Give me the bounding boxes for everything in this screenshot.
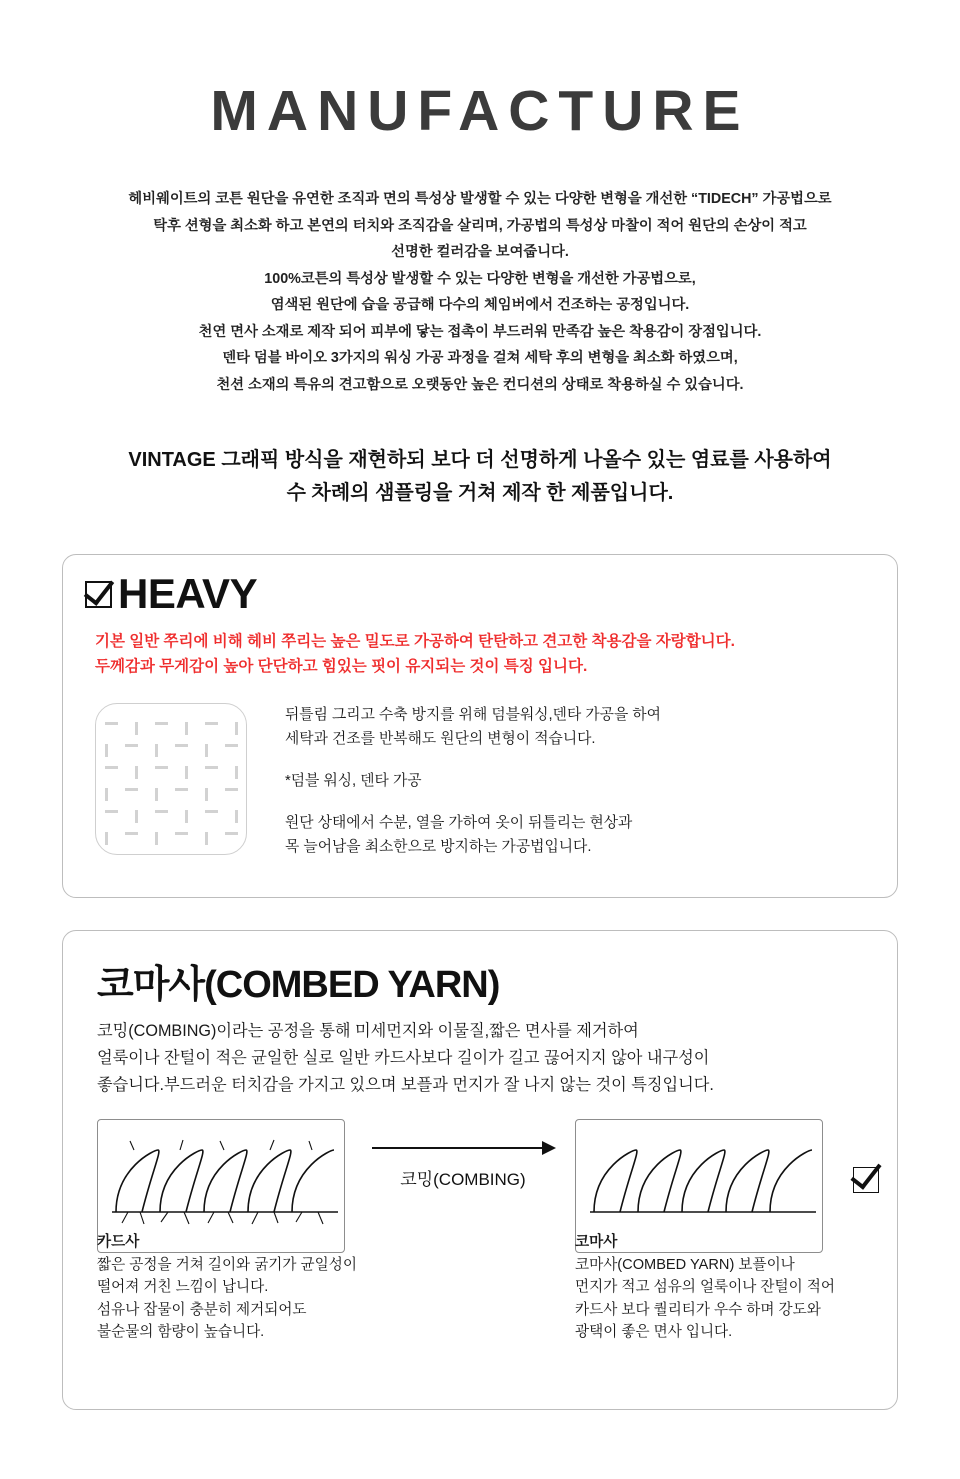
intro-line-5: 염색된 원단에 습을 공급해 다수의 체임버에서 건조하는 공정입니다.: [270, 297, 690, 313]
heavy-description: [285, 703, 661, 859]
intro-line-2: 탁후 션형을 최소화 하고 본연의 터치와 조직감을 살리며, 가공법의 특성상 마찰이 적어 원단의 손상이 적고: [153, 217, 807, 234]
check-icon: [85, 581, 112, 608]
heavy-description-block-3: [285, 811, 661, 859]
heavy-desc-3-line-2: 목 늘어남을 최소한으로 방지하는 가공법입니다.: [285, 839, 592, 855]
arrow-right-icon: [372, 1147, 554, 1149]
combed-caption-line-2: 먼지가 적고 섬유의 얼룩이나 잔털이 적어: [575, 1279, 835, 1295]
combed-yarn-caption: [575, 1231, 905, 1344]
carded-caption-line-4: 불순물의 함량이 높습니다.: [97, 1324, 265, 1340]
combed-caption-line-3: 카드사 보다 퀄리티가 우수 하며 강도와: [575, 1301, 821, 1318]
combed-desc-line-2: 얼룩이나 잔털이 적은 균일한 실로 일반 카드사보다 길이가 길고 끊어지지 않아 내구성이: [97, 1049, 710, 1067]
combed-desc-line-1: 코밍(COMBING)이라는 공정을 통해 미세먼지와 이물질,짧은 면사를 제거하여: [97, 1022, 639, 1040]
heavy-red-line-2: 두께감과 무게감이 높아 단단하고 힘있는 핏이 유지되는 것이 특징 입니다.: [95, 658, 588, 675]
intro-line-1: 헤비웨이트의 코튼 원단을 유연한 조직과 면의 특성상 발생할 수 있는 다양한 변형을 개선한 “TIDECH” 가공법으로: [128, 191, 832, 207]
intro-line-8: 천션 소재의 특유의 견고함으로 오랫동안 높은 컨디션의 상태로 착용하실 수 있습니다.: [216, 376, 744, 393]
intro-line-6: 천연 면사 소재로 제작 되어 피부에 닿는 접촉이 부드러워 만족감 높은 착용감이 장점입니다.: [198, 323, 762, 340]
intro-line-3: 선명한 컬러감을 보여줍니다.: [391, 244, 569, 260]
highlight-line-2: 수 차례의 샘플링을 거쳐 제작 한 제품입니다.: [286, 482, 674, 504]
heavy-section-card: [62, 554, 898, 898]
combed-caption-line-4: 광택이 좋은 면사 입니다.: [575, 1324, 733, 1340]
carded-caption-line-3: 섬유나 잡물이 충분히 제거되어도: [97, 1301, 307, 1318]
heavy-description-block-2: *덤블 워싱, 덴타 가공: [285, 773, 422, 789]
combed-description: [97, 1018, 897, 1099]
check-icon-combed: [853, 1167, 879, 1193]
carded-caption-line-2: 떨어져 거친 느낌이 납니다.: [97, 1279, 269, 1295]
combed-yarn-caption-title: 코마사: [575, 1234, 618, 1250]
combing-arrow-group: [363, 1147, 563, 1190]
heavy-title: HEAVY: [118, 570, 258, 617]
intro-line-7: 덴타 덤블 바이오 3가지의 워싱 가공 과정을 걸쳐 세탁 후의 변형을 최소화 하였으며,: [222, 350, 738, 366]
combed-title: 코마사(COMBED YARN): [97, 964, 500, 1006]
page-title: MANUFACTURE: [210, 79, 750, 143]
carded-caption-line-1: 짧은 공정을 거쳐 길이와 굵기가 균일성이: [97, 1256, 357, 1273]
combed-desc-line-3: 좋습니다.부드러운 터치감을 가지고 있으며 보플과 먼지가 잘 나지 않는 것이 특징입니다.: [97, 1076, 714, 1094]
heavy-description-block-1: [285, 703, 661, 751]
fabric-texture-swatch: [95, 703, 247, 855]
heavy-body: [95, 703, 897, 859]
heavy-desc-1-line-1: 뒤틀림 그리고 수축 방지를 위해 덤블워싱,덴타 가공을 하여: [285, 707, 661, 723]
highlight-line-1: VINTAGE 그래픽 방식을 재현하되 보다 더 선명하게 나올수 있는 염료를 사용하여: [128, 449, 832, 471]
heavy-red-line-1: 기본 일반 쭈리에 비해 헤비 쭈리는 높은 밀도로 가공하여 탄탄하고 견고한 착용감을 자랑합니다.: [95, 633, 735, 650]
intro-line-4: 100%코튼의 특성상 발생할 수 있는 다양한 변형을 개선한 가공법으로,: [264, 270, 696, 287]
highlight-statement: [0, 444, 960, 510]
heavy-red-note: [95, 629, 897, 679]
carded-yarn-caption-title: 카드사: [97, 1234, 140, 1250]
combed-caption-line-1: 코마사(COMBED YARN) 보플이나: [575, 1256, 795, 1273]
intro-paragraph: [0, 186, 960, 398]
carded-yarn-caption: [97, 1231, 517, 1344]
heavy-desc-3-line-1: 원단 상태에서 수분, 열을 가하여 옷이 뒤틀리는 현상과: [285, 815, 633, 831]
combed-yarn-section-card: [62, 930, 898, 1410]
heavy-heading: [85, 570, 897, 617]
heavy-desc-1-line-2: 세탁과 건조를 반복해도 원단의 변형이 적습니다.: [285, 731, 596, 747]
combing-arrow-label: 코밍(COMBING): [400, 1170, 526, 1189]
